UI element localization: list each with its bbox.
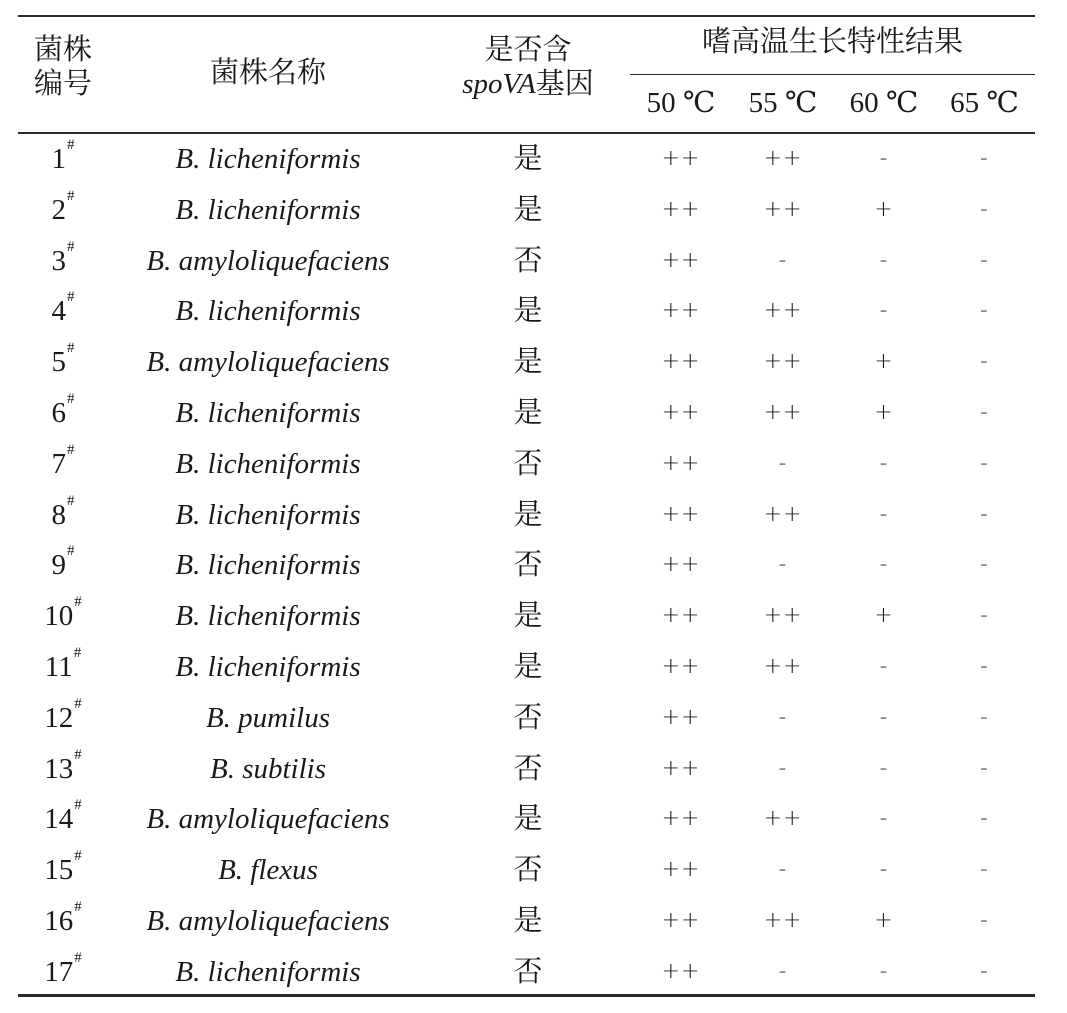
strain-id: 3# bbox=[51, 238, 75, 277]
strain-id: 14# bbox=[44, 797, 82, 836]
growth-result: - bbox=[980, 908, 989, 933]
growth-result: ++ bbox=[661, 196, 701, 222]
strain-id-mark: # bbox=[67, 187, 75, 204]
table-row bbox=[18, 337, 1035, 388]
growth-result: - bbox=[980, 704, 989, 730]
growth-result: - bbox=[980, 603, 989, 629]
strain-id-mark: # bbox=[74, 848, 82, 865]
strain-id: 9# bbox=[51, 543, 75, 582]
table-top-rule bbox=[18, 15, 1035, 17]
strain-name: B. amyloliquefaciens bbox=[146, 803, 390, 836]
spova-presence: 否 bbox=[513, 447, 543, 480]
table-row bbox=[18, 185, 1035, 236]
table-row bbox=[18, 134, 1035, 185]
strain-name: B. licheniformis bbox=[175, 397, 361, 429]
spova-presence: 是 bbox=[513, 803, 543, 836]
growth-result: - bbox=[778, 958, 788, 984]
growth-result: ++ bbox=[661, 501, 701, 527]
table-row bbox=[18, 794, 1035, 845]
table-row bbox=[18, 388, 1035, 439]
growth-result: - bbox=[778, 247, 788, 273]
growth-result: - bbox=[879, 806, 889, 832]
growth-result: ++ bbox=[661, 349, 701, 375]
strain-name: B. amyloliquefaciens bbox=[146, 905, 390, 937]
growth-result: ++ bbox=[763, 501, 803, 527]
growth-result: + bbox=[874, 603, 894, 629]
strain-id: 11# bbox=[44, 645, 82, 683]
header-growth-group: 嗜高温生长特性结果 bbox=[701, 26, 963, 58]
header-temp-50: 50 ℃ bbox=[646, 87, 716, 119]
strain-id-mark: # bbox=[67, 441, 75, 458]
strain-id: 4# bbox=[51, 289, 75, 328]
table-row bbox=[18, 693, 1035, 744]
growth-result: - bbox=[980, 958, 989, 984]
strain-name: B. licheniformis bbox=[175, 549, 361, 582]
strain-id: 5# bbox=[51, 340, 75, 379]
header-group-rule bbox=[630, 74, 1035, 75]
gene-name: spoVA bbox=[462, 68, 536, 100]
strain-id: 10# bbox=[44, 594, 82, 633]
strain-id-mark: # bbox=[74, 594, 82, 611]
growth-result: - bbox=[980, 196, 989, 222]
strain-id-mark: # bbox=[67, 137, 75, 153]
growth-result: - bbox=[980, 247, 989, 273]
strain-id: 8# bbox=[51, 492, 75, 531]
table-row bbox=[18, 490, 1035, 541]
growth-result: - bbox=[879, 450, 889, 476]
growth-result: - bbox=[879, 146, 889, 171]
spova-presence: 否 bbox=[513, 701, 543, 734]
growth-result: - bbox=[879, 958, 889, 984]
strain-id-mark: # bbox=[67, 391, 75, 407]
strain-name: B. licheniformis bbox=[175, 295, 361, 328]
header-strain-id: 菌株 编号 bbox=[33, 34, 92, 100]
spova-presence: 是 bbox=[513, 905, 543, 937]
spova-presence: 是 bbox=[513, 143, 543, 175]
growth-result: ++ bbox=[661, 400, 701, 425]
growth-result: - bbox=[778, 704, 788, 730]
growth-result: - bbox=[778, 552, 788, 578]
strain-name: B. pumilus bbox=[205, 701, 331, 734]
growth-result: - bbox=[980, 146, 989, 171]
strain-name: B. subtilis bbox=[209, 752, 326, 785]
strain-name: B. licheniformis bbox=[175, 955, 361, 988]
spova-presence: 否 bbox=[513, 854, 543, 887]
growth-result: ++ bbox=[661, 806, 701, 832]
growth-result: ++ bbox=[763, 654, 803, 679]
growth-result: - bbox=[879, 552, 889, 578]
spova-presence: 是 bbox=[513, 651, 543, 683]
spova-presence: 否 bbox=[513, 244, 543, 277]
growth-result: ++ bbox=[661, 298, 701, 324]
strain-id: 2# bbox=[51, 187, 75, 226]
spova-presence: 否 bbox=[513, 752, 543, 785]
spova-presence: 是 bbox=[513, 397, 543, 429]
growth-result: - bbox=[879, 247, 889, 273]
growth-result: ++ bbox=[661, 450, 701, 476]
growth-result: ++ bbox=[661, 958, 701, 984]
growth-result: - bbox=[879, 704, 889, 730]
growth-result: + bbox=[874, 908, 894, 933]
strain-name: B. licheniformis bbox=[175, 447, 361, 480]
growth-result: ++ bbox=[661, 247, 701, 273]
table-row bbox=[18, 947, 1035, 998]
strain-id: 15# bbox=[44, 848, 82, 887]
strain-id: 13# bbox=[44, 746, 82, 785]
table-row bbox=[18, 236, 1035, 287]
growth-result: - bbox=[778, 450, 788, 476]
table-row bbox=[18, 744, 1035, 795]
growth-result: ++ bbox=[661, 908, 701, 933]
strain-id-mark: # bbox=[67, 289, 75, 306]
table-row bbox=[18, 286, 1035, 337]
growth-result: ++ bbox=[763, 146, 803, 171]
growth-result: + bbox=[874, 349, 894, 375]
growth-result: - bbox=[980, 501, 989, 527]
growth-result: + bbox=[874, 196, 894, 222]
growth-result: - bbox=[879, 501, 889, 527]
growth-result: - bbox=[879, 755, 889, 781]
table-bottom-rule bbox=[18, 994, 1035, 997]
strain-id-mark: # bbox=[67, 238, 75, 255]
growth-result: + bbox=[874, 400, 894, 425]
strain-id-mark: # bbox=[74, 797, 82, 814]
growth-result: - bbox=[879, 857, 889, 883]
growth-result: ++ bbox=[661, 552, 701, 578]
growth-result: ++ bbox=[763, 196, 803, 222]
spova-presence: 是 bbox=[513, 498, 543, 531]
growth-result: - bbox=[980, 755, 989, 781]
strain-name: B. licheniformis bbox=[175, 600, 361, 633]
strain-id: 12# bbox=[44, 695, 82, 734]
spova-presence: 是 bbox=[513, 295, 543, 328]
growth-result: - bbox=[879, 298, 889, 324]
growth-result: - bbox=[980, 349, 989, 375]
strain-id-mark: # bbox=[74, 746, 82, 763]
spova-presence: 否 bbox=[513, 955, 543, 988]
strain-id: 6# bbox=[51, 391, 75, 429]
growth-result: ++ bbox=[661, 146, 701, 171]
growth-result: ++ bbox=[763, 603, 803, 629]
growth-result: ++ bbox=[763, 349, 803, 375]
spova-presence: 否 bbox=[513, 549, 543, 582]
strain-name: B. licheniformis bbox=[175, 193, 361, 226]
strain-id-mark: # bbox=[74, 949, 82, 966]
table-row bbox=[18, 591, 1035, 642]
strain-name: B. licheniformis bbox=[175, 651, 361, 683]
growth-result: - bbox=[980, 450, 989, 476]
spova-presence: 是 bbox=[513, 193, 543, 226]
growth-result: ++ bbox=[661, 654, 701, 679]
growth-result: ++ bbox=[661, 755, 701, 781]
strain-id-mark: # bbox=[74, 899, 82, 915]
table-row bbox=[18, 540, 1035, 591]
growth-result: - bbox=[980, 806, 989, 832]
growth-result: ++ bbox=[763, 298, 803, 324]
strain-name: B. amyloliquefaciens bbox=[146, 346, 390, 379]
strain-name: B. amyloliquefaciens bbox=[146, 244, 390, 277]
strain-name: B. flexus bbox=[218, 854, 318, 887]
table-row bbox=[18, 896, 1035, 947]
header-temp-65: 65 ℃ bbox=[950, 87, 1019, 119]
growth-result: ++ bbox=[763, 400, 803, 425]
strain-id-mark: # bbox=[67, 340, 75, 357]
strain-name: B. licheniformis bbox=[175, 143, 361, 175]
strain-id: 7# bbox=[51, 441, 75, 480]
growth-result: ++ bbox=[661, 704, 701, 730]
growth-result: - bbox=[980, 552, 989, 578]
growth-result: - bbox=[980, 400, 989, 425]
growth-result: - bbox=[879, 654, 889, 679]
growth-result: - bbox=[980, 298, 989, 324]
spova-presence: 是 bbox=[513, 346, 543, 379]
header-strain-name: 菌株名称 bbox=[209, 57, 326, 89]
table-row bbox=[18, 439, 1035, 490]
strain-id-mark: # bbox=[73, 645, 82, 661]
strain-name: B. licheniformis bbox=[175, 498, 361, 531]
strain-id-mark: # bbox=[67, 543, 75, 560]
strain-id-mark: # bbox=[67, 492, 75, 509]
growth-result: - bbox=[980, 857, 989, 883]
growth-result: - bbox=[778, 857, 788, 883]
strain-id-mark: # bbox=[74, 695, 82, 712]
growth-result: - bbox=[980, 654, 989, 679]
strain-id: 1# bbox=[51, 137, 75, 175]
header-temp-60: 60 ℃ bbox=[849, 87, 919, 119]
growth-result: ++ bbox=[763, 806, 803, 832]
table-row bbox=[18, 642, 1035, 693]
spova-presence: 是 bbox=[513, 600, 543, 633]
table-row bbox=[18, 845, 1035, 896]
strain-id: 17# bbox=[44, 949, 82, 988]
growth-result: - bbox=[778, 755, 788, 781]
growth-result: ++ bbox=[763, 908, 803, 933]
growth-result: ++ bbox=[661, 603, 701, 629]
header-temp-55: 55 ℃ bbox=[748, 87, 818, 119]
growth-result: ++ bbox=[661, 857, 701, 883]
strain-id: 16# bbox=[44, 899, 82, 937]
header-spova-gene: 是否含 spoVA基因 bbox=[462, 34, 594, 100]
